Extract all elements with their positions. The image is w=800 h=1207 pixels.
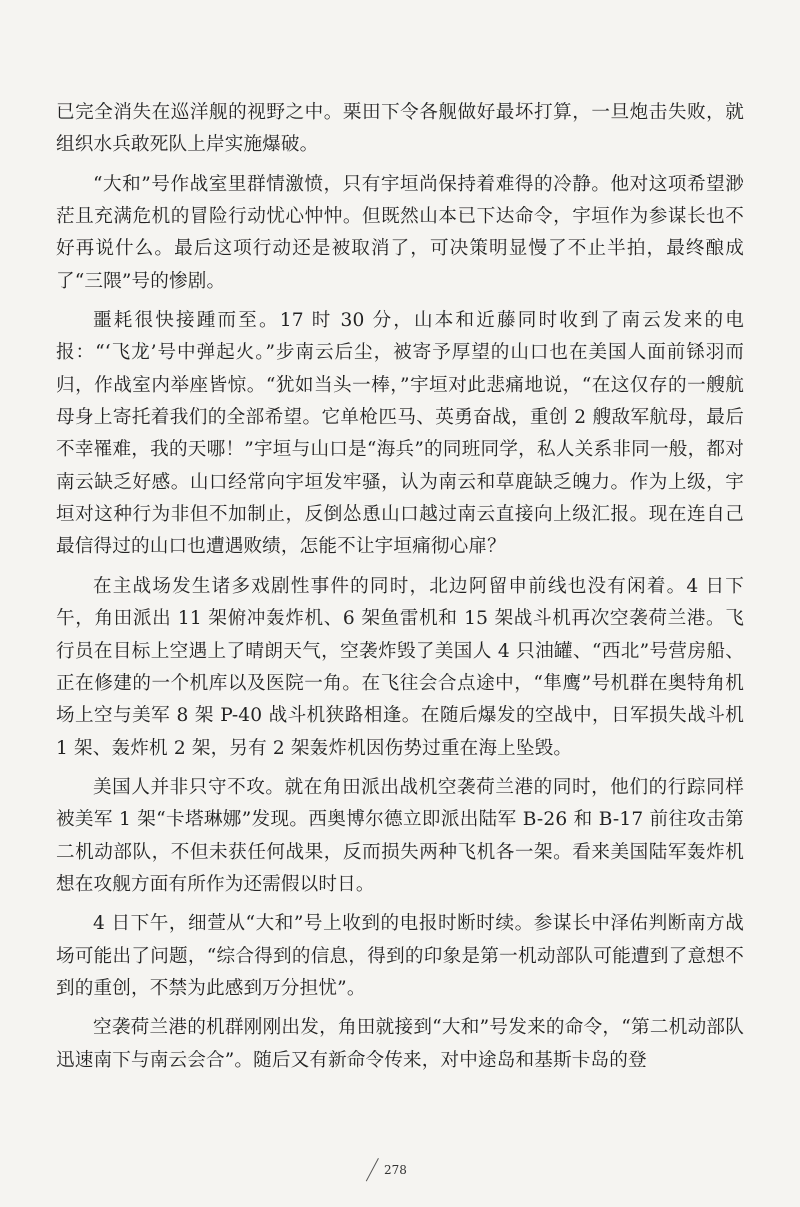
body-text — [56, 97, 744, 1084]
paragraph-7: 空袭荷兰港的机群刚刚出发，角田就接到“大和”号发来的命令，“第二机动部队迅速南下与南云会合”。随后又有新命令传来，对中途岛和基斯卡岛的登 — [56, 1017, 744, 1071]
paragraph-2: “大和”号作战室里群情激愤，只有宇垣尚保持着难得的冷静。他对这项希望渺茫且充满危机的冒险行动忧心忡忡。但既然山本已下达命令，宇垣作为参谋长也不好再说什么。最后这项行动还是被取消了，可决策明显慢了不止半拍，最终酿成了“三隈”号的惨剧。 — [56, 173, 744, 292]
paragraph-3: 噩耗很快接踵而至。17 时 30 分，山本和近藤同时收到了南云发来的电报：“‘飞龙’号中弹起火。”步南云后尘，被寄予厚望的山口也在美国人面前铩羽而归，作战室内举座皆惊。“犹如当头一棒，”宇垣对此悲痛地说，“在这仅存的一艘航母身上寄托着我们的全部希望。它单枪匹马、英勇奋战，重创 2 艘敌军航母，最后不幸罹难，我的天哪！”宇垣与山口是“海兵”的同班同学，私人关系非同一般，都对南云缺乏好感。山口经常向宇垣发牢骚，认为南云和草鹿缺乏魄力。作为上级，宇垣对这种行为非但不加制止，反倒怂恿山口越过南云直接向上级汇报。现在连自己最信得过的山口也遭遇败绩，怎能不让宇垣痛彻心扉？ — [56, 310, 744, 558]
page-number-slash — [366, 1158, 379, 1181]
page-number-text: 278 — [384, 1163, 407, 1177]
paragraph-1: 已完全消失在巡洋舰的视野之中。栗田下令各舰做好最坏打算，一旦炮击失败，就组织水兵敢死队上岸实施爆破。 — [56, 102, 744, 156]
paragraph-4: 在主战场发生诸多戏剧性事件的同时，北边阿留申前线也没有闲着。4 日下午，角田派出 11 架俯冲轰炸机、6 架鱼雷机和 15 架战斗机再次空袭荷兰港。飞行员在目标上空遇上了晴朗天气，空袭炸毁了美国人 4 只油罐、“西北”号营房船、正在修建的一个机库以及医院一角。在飞往会合点途中，“隼鹰”号机群在奥特角机场上空与美军 8 架 P-40 战斗机狭路相逢。在随后爆发的空战中，日军损失战斗机 1 架、轰炸机 2 架，另有 2 架轰炸机因伤势过重在海上坠毁。 — [56, 575, 744, 759]
paragraph-6: 4 日下午，细萱从“大和”号上收到的电报时断时续。参谋长中泽佑判断南方战场可能出了问题，“综合得到的信息，得到的印象是第一机动部队可能遭到了意想不到的重创，不禁为此感到万分担忧”。 — [56, 913, 744, 999]
page-number — [372, 1158, 432, 1186]
paragraph-5: 美国人并非只守不攻。就在角田派出战机空袭荷兰港的同时，他们的行踪同样被美军 1 架“卡塔琳娜”发现。西奥博尔德立即派出陆军 B-26 和 B-17 前往攻击第二机动部队，不但未获任何战果，反而损失两种飞机各一架。看来美国陆军轰炸机想在攻舰方面有所作为还需假以时日。 — [56, 776, 744, 895]
